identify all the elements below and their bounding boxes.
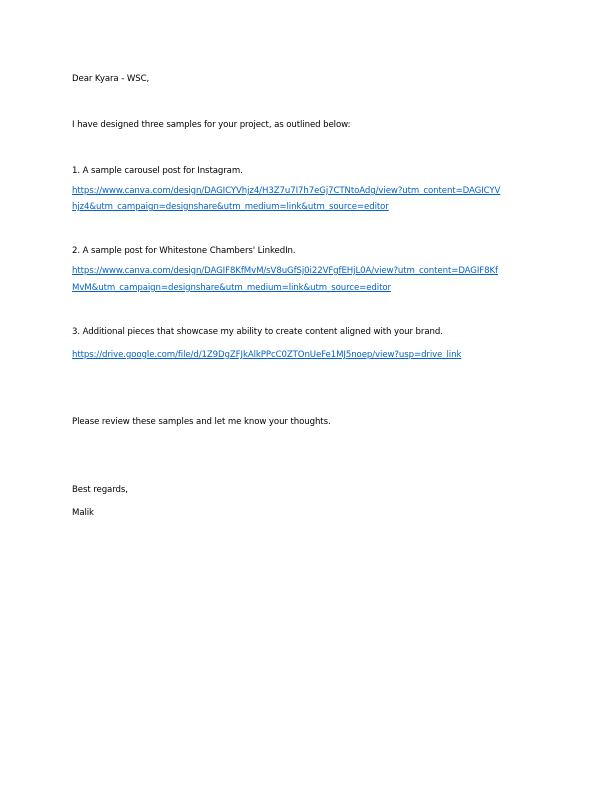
item-1-link-line1[interactable]: https://www.canva.com/design/DAGICYVhjz4/H3Z7u7I7h7eGj7CTNtoAdg/view?utm_content=DAGICYV	[72, 186, 501, 196]
request-text: Please review these samples and let me know your thoughts.	[72, 417, 331, 427]
intro-text: I have designed three samples for your project, as outlined below:	[72, 120, 351, 130]
item-2-label: 2. A sample post for Whitestone Chambers' LinkedIn.	[72, 246, 296, 256]
item-1-link-line2[interactable]: hjz4&utm_campaign=designshare&utm_medium=link&utm_source=editor	[72, 202, 389, 212]
item-3-label: 3. Additional pieces that showcase my ability to create content aligned with your brand.	[72, 327, 443, 337]
item-1-label: 1. A sample carousel post for Instagram.	[72, 166, 243, 176]
closing: Best regards,	[72, 485, 128, 495]
signature: Malik	[72, 508, 94, 518]
item-2-link-line1[interactable]: https://www.canva.com/design/DAGIF8KfMvM/sV8uGfSj0i22VFgfEHjL0A/view?utm_content=DAGIF8Kf	[72, 266, 498, 276]
item-3-link[interactable]: https://drive.google.com/file/d/1Z9DgZFJkAlkPPcC0ZTOnUeFe1MJ5noep/view?usp=drive_link	[72, 350, 462, 360]
item-2-link-line2[interactable]: MvM&utm_campaign=designshare&utm_medium=link&utm_source=editor	[72, 283, 391, 293]
greeting: Dear Kyara - WSC,	[72, 74, 150, 84]
